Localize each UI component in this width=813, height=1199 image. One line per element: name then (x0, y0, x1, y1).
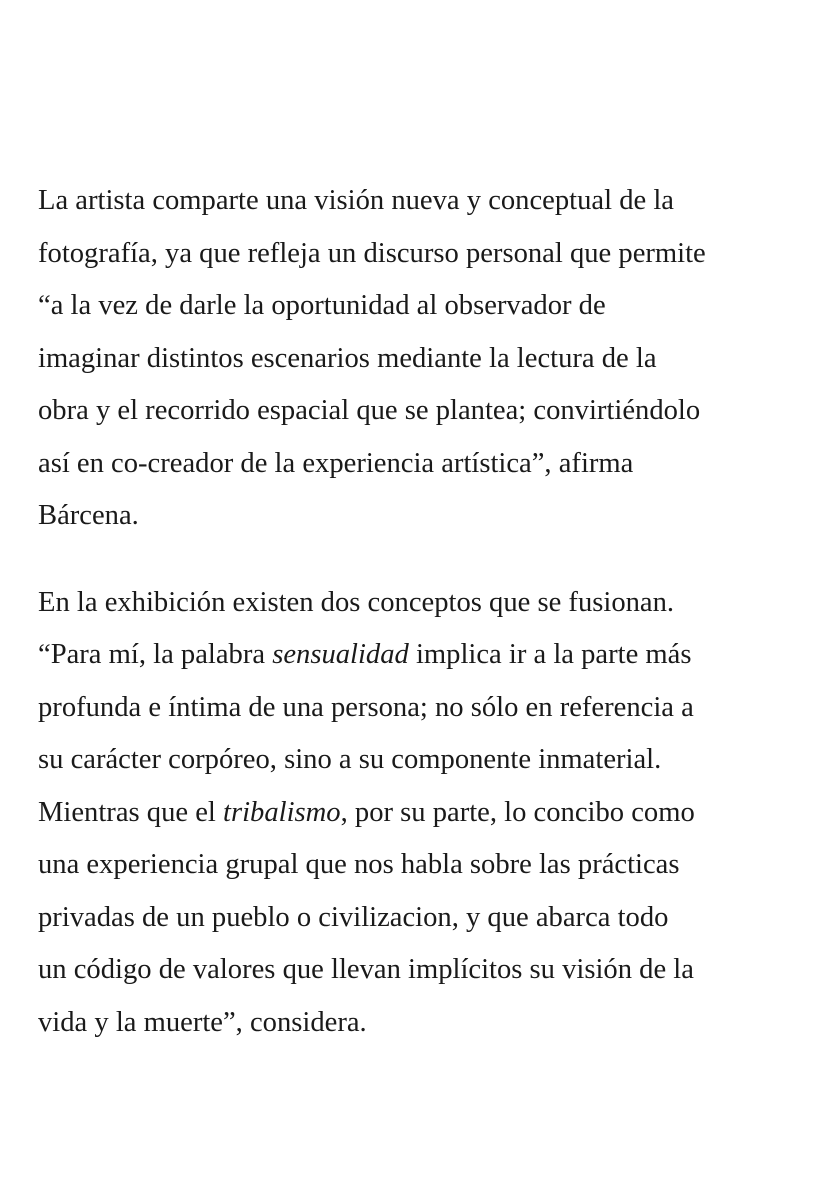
text-line: En la exhibición existen dos conceptos que se fusionan. (38, 586, 675, 618)
text-line: Bárcena. (38, 500, 139, 531)
text-line: una experiencia grupal que nos habla sobre las prácticas (38, 849, 680, 880)
italic-term-sensualidad: sensualidad (272, 639, 409, 670)
text-line: su carácter corpóreo, sino a su componente inmaterial. (38, 744, 662, 775)
text-line: vida y la muerte”, considera. (38, 1006, 367, 1038)
paragraph-1 (38, 175, 798, 543)
italic-term-tribalismo: tribalismo (223, 796, 341, 828)
text-line: un código de valores que llevan implícitos su visión de la (38, 954, 694, 985)
text-line: “a la vez de darle la oportunidad al observador de (38, 290, 606, 321)
article-body (38, 175, 798, 1049)
text-fragment: , por su parte, lo concibo como (340, 796, 695, 828)
text-line: fotografía, ya que refleja un discurso personal que permite (38, 237, 706, 269)
text-fragment: Mientras que el (38, 796, 224, 828)
text-fragment: “Para mí, la palabra (38, 639, 273, 670)
text-line: profunda e íntima de una persona; no sólo en referencia a (38, 691, 694, 723)
text-line: obra y el recorrido espacial que se plantea; convirtiéndolo (38, 395, 701, 426)
text-line: La artista comparte una visión nueva y conceptual de la (38, 185, 674, 216)
text-line (38, 629, 798, 682)
text-fragment: implica ir a la parte más (408, 639, 692, 670)
paragraph-2 (38, 577, 798, 1050)
text-line: así en co-creador de la experiencia artística”, afirma (38, 447, 634, 479)
paragraph-spacer (38, 543, 798, 577)
text-line: privadas de un pueblo o civilizacion, y que abarca todo (38, 901, 669, 933)
text-line (38, 787, 798, 840)
text-line: imaginar distintos escenarios mediante la lectura de la (38, 342, 657, 374)
